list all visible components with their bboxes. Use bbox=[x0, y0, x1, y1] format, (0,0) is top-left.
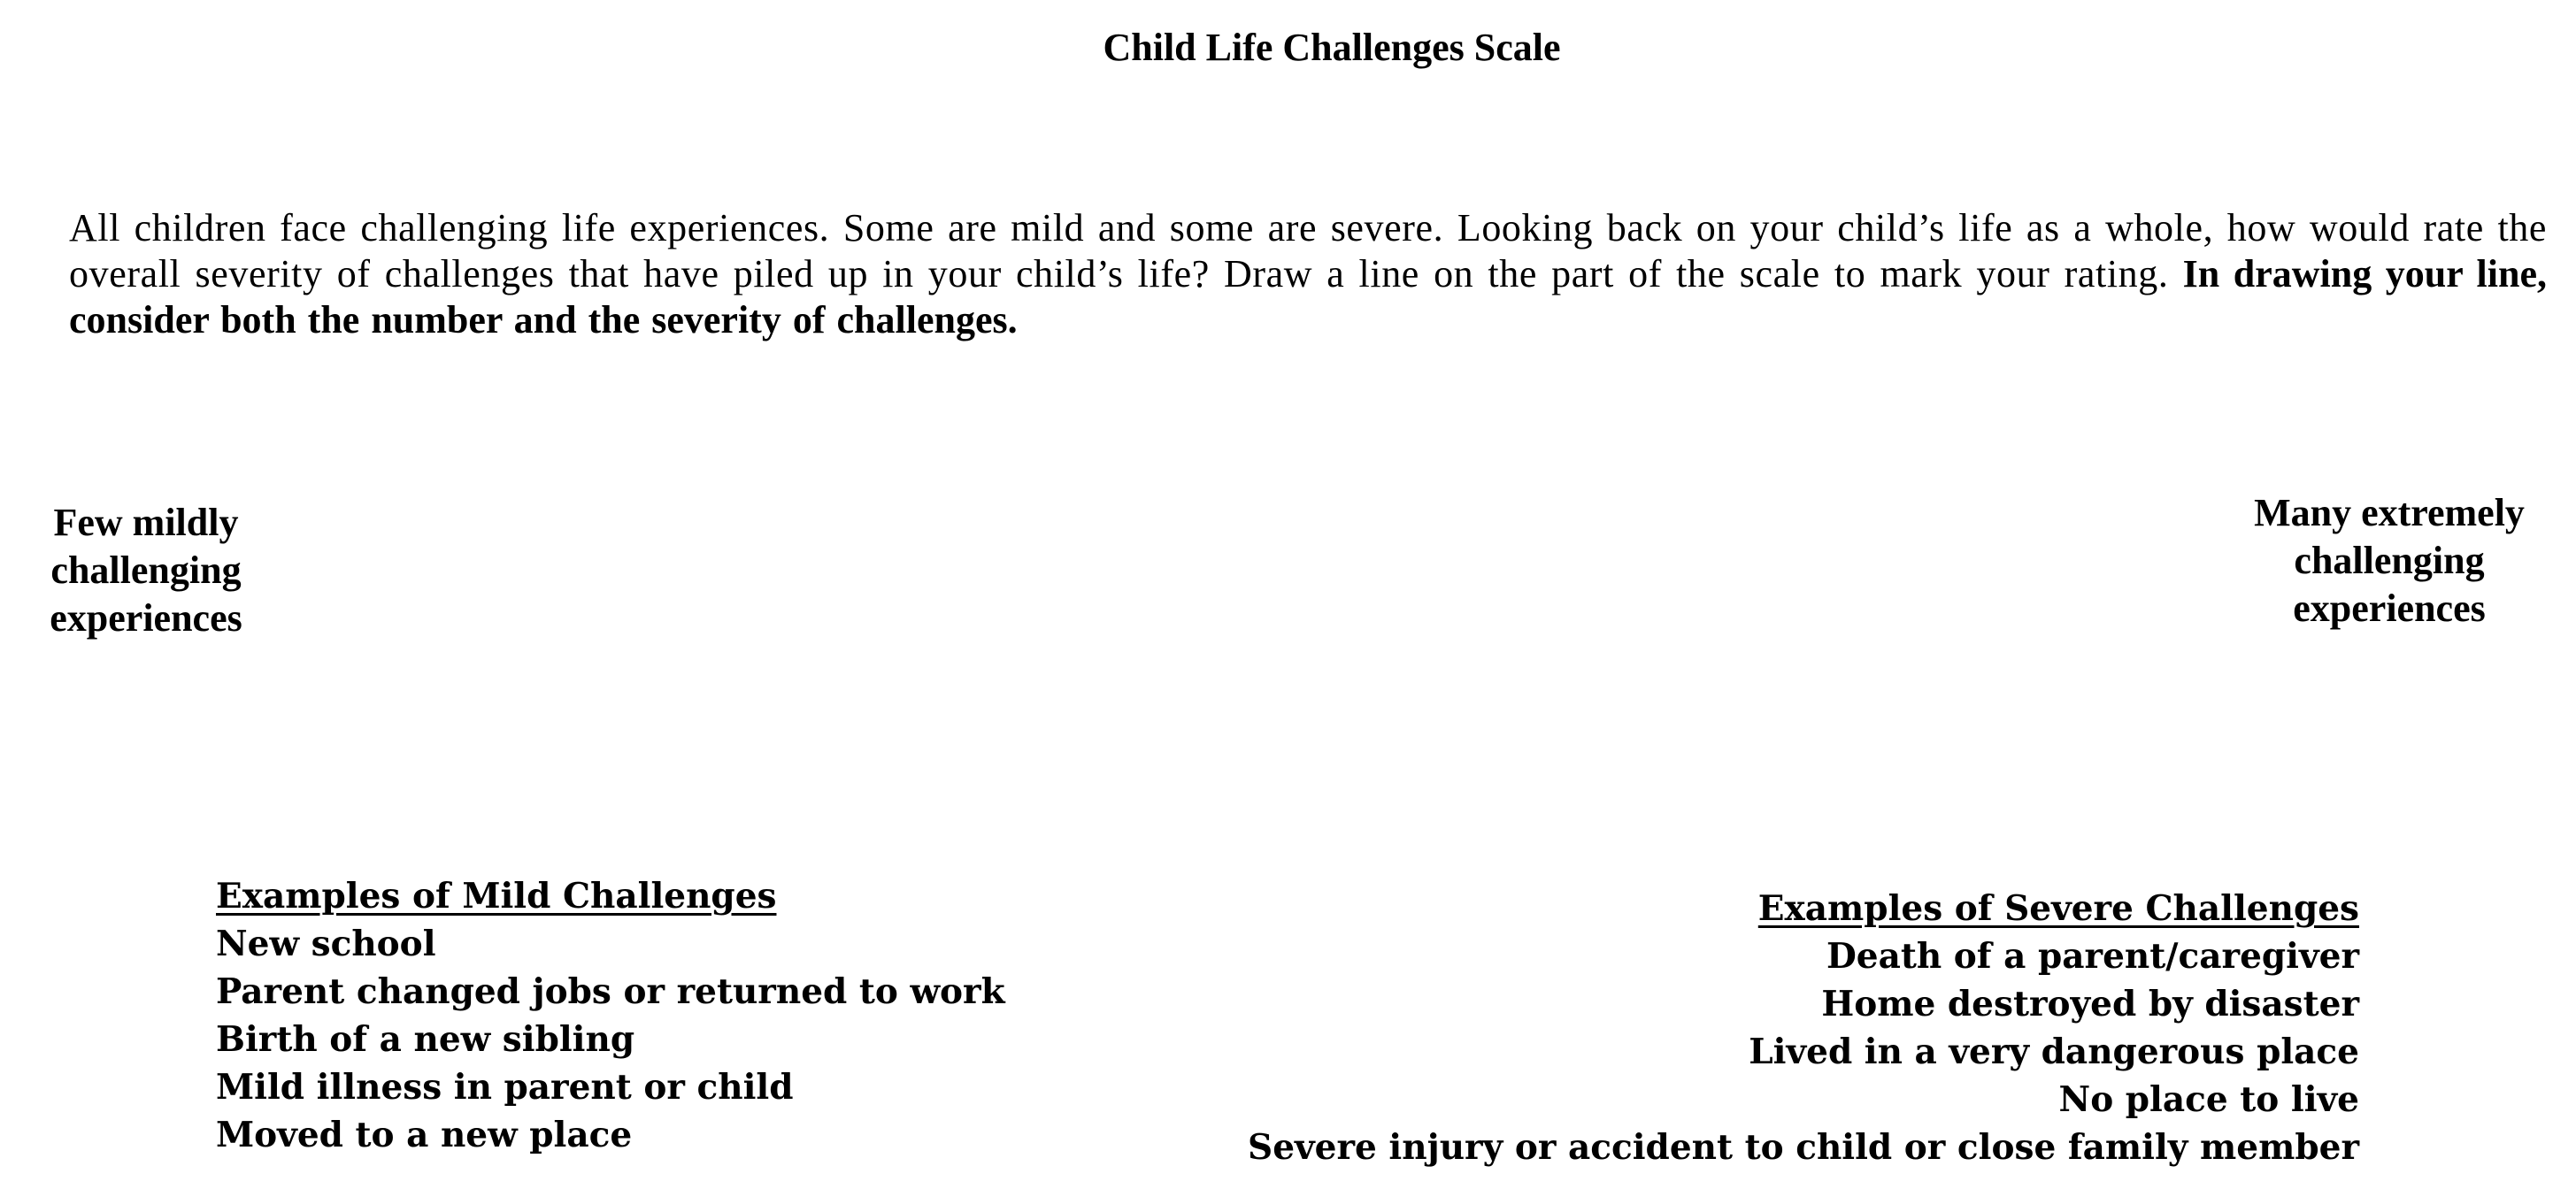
mild-example-item: New school bbox=[216, 924, 436, 964]
mild-examples-heading: Examples of Mild Challenges bbox=[216, 876, 777, 917]
instructions-text: All children face challenging life experiences. Some are mild and some are severe. Looking back on your child’s life as a whole, how would rate the overall severity of challenges that have piled up in your child’s life? Draw a line on the part of the scale to mark your rating. bbox=[69, 206, 2547, 295]
right-anchor-line: experiences bbox=[2293, 587, 2486, 630]
severe-examples-list bbox=[1248, 885, 2359, 1171]
mild-example-item: Moved to a new place bbox=[216, 1115, 633, 1155]
severe-example-item: Death of a parent/caregiver bbox=[1826, 936, 2359, 977]
mild-example-item: Birth of a new sibling bbox=[216, 1019, 635, 1060]
instructions-emphasis: In drawing your line, consider both the number and the severity of challenges. bbox=[69, 252, 2547, 341]
scale-right-anchor bbox=[2212, 489, 2566, 633]
severe-examples-heading: Examples of Severe Challenges bbox=[1757, 888, 2359, 929]
right-anchor-line: challenging bbox=[2294, 539, 2485, 582]
severe-example-item: Home destroyed by disaster bbox=[1821, 984, 2359, 1024]
mild-examples-list bbox=[216, 872, 1005, 1159]
right-anchor-line: Many extremely bbox=[2254, 491, 2525, 534]
mild-example-item: Parent changed jobs or returned to work bbox=[216, 971, 1005, 1012]
left-anchor-line: challenging bbox=[50, 548, 242, 592]
left-anchor-line: experiences bbox=[50, 596, 242, 640]
instructions-paragraph bbox=[69, 205, 2547, 343]
scale-left-anchor bbox=[9, 499, 283, 642]
page-title: Child Life Challenges Scale bbox=[1103, 26, 1561, 69]
severe-example-item: Lived in a very dangerous place bbox=[1749, 1032, 2359, 1072]
severe-example-item: Severe injury or accident to child or close family member bbox=[1248, 1127, 2359, 1168]
left-anchor-line: Few mildly bbox=[53, 501, 239, 544]
severe-example-item: No place to live bbox=[2058, 1079, 2359, 1120]
mild-example-item: Mild illness in parent or child bbox=[216, 1067, 794, 1108]
